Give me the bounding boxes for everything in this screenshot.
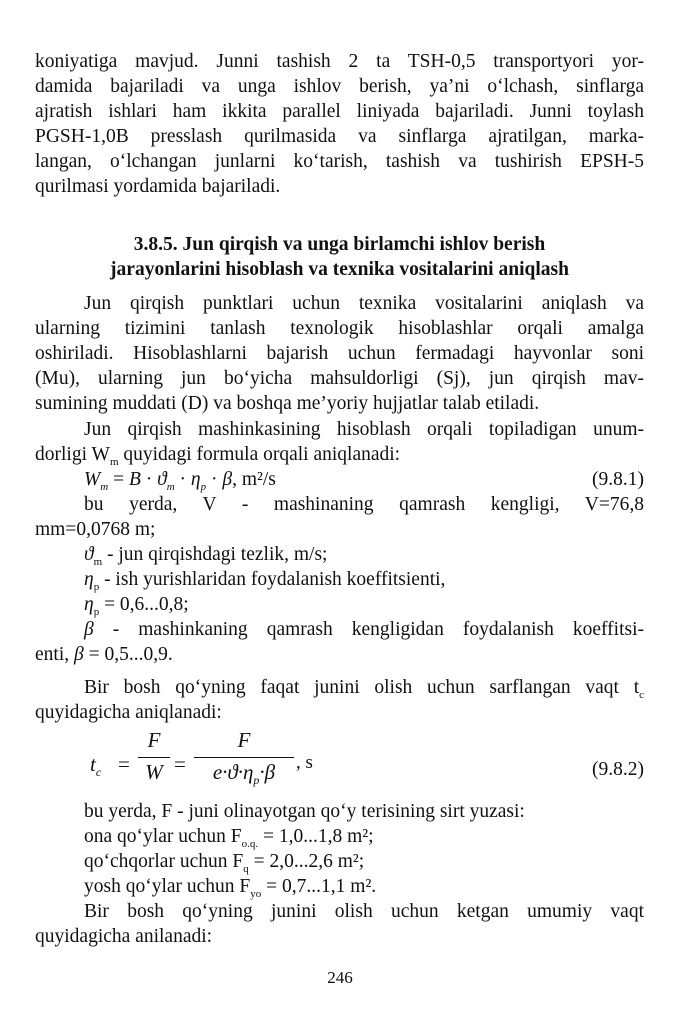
formula2-den-1: W [145, 760, 163, 784]
def-v-cont: mm=0,0768 m; [35, 519, 156, 540]
section-title-line-2: jarayonlarini hisoblash va texnika vositalarini aniqlash [110, 259, 569, 280]
formula2-equals-1: = [118, 752, 130, 776]
intro-line-3: ajratish ishlari ham ikkita parallel liniyada bajariladi. Junni toylash [35, 101, 644, 122]
equation-number-9-8-1: (9.8.1) [592, 469, 644, 490]
formula2-bar-1 [138, 757, 170, 758]
after-line-1: bu yerda, F - juni olinayotgan qo‘y terisining sirt yuzasi: [84, 801, 525, 822]
def-theta: $ϑ_m$ - jun qirqishdagi tezlik, m/s; [84, 544, 328, 568]
formula2-num-2: F [237, 728, 251, 752]
after-yosh: yosh qo‘ylar uchun $F_{yo} = 0,7...1,1$ m². [84, 876, 377, 900]
intro-line-6: qurilmasi yordamida bajariladi. [35, 176, 281, 197]
page-number: 246 [327, 968, 353, 987]
def-eta-range: $\eta_p = 0,6...0,8$; [84, 594, 189, 618]
after-qochqor: qo‘chqorlar uchun $F_q = 2,0...2,6$ m²; [84, 851, 365, 875]
intro-line-4: PGSH-1,0B presslash qurilmasida va sinflarga ajratilgan, marka- [35, 126, 644, 147]
intro-line-1: koniyatiga mavjud. Junni tashish 2 ta TSH-0,5 transportyori yor- [35, 51, 644, 72]
section-title-line-1: 3.8.5. Jun qirqish va unga birlamchi ishlov berish [133, 234, 546, 255]
after-ona: ona qo‘ylar uchun $F_{o.q.} = 1,0...1,8$ m²; [84, 826, 374, 850]
para3-line-1: Bir bosh qo‘yning faqat junini olish uchun sarflangan vaqt $t_c$ [84, 677, 644, 701]
equation-number-9-8-2: (9.8.2) [592, 759, 644, 780]
para3-line-2: quyidagicha aniqlanadi: [35, 702, 222, 723]
para1-line-3: oshiriladi. Hisoblashlarni bajarish uchun fermadagi hayvonlar soni [35, 343, 644, 364]
formula2-den-2: $e\cdot ϑ\cdot\eta_p\cdot\beta$ [212, 760, 276, 788]
def-beta-cont: enti, β = 0,5...0,9. [35, 644, 173, 665]
after-last-1: Bir bosh qo‘yning junini olish uchun ketgan umumiy vaqt [84, 901, 644, 922]
para2-line-1: Jun qirqish mashinkasining hisoblash orqali topiladigan unum- [84, 419, 644, 440]
formula2-num-1: F [147, 728, 161, 752]
intro-line-2: damida bajariladi va unga ishlov berish, ya’ni o‘lchash, sinflarga [35, 76, 644, 97]
formula2-t: $t_c$ [90, 752, 102, 780]
formula-9-8-1: $W_m = B \cdot ϑ_m \cdot \eta_p \cdot \beta$, m²/s [84, 469, 276, 493]
para1-line-2: ularning tizimini tanlash texnologik hisoblashlar orqali amalga [35, 318, 644, 339]
def-v: bu yerda, V - mashinaning qamrash kengligi, V=76,8 [84, 494, 644, 515]
para2-line-2: dorligi $W_m$ quyidagi formula orqali aniqlanadi: [35, 444, 401, 468]
formula2-equals-2: = [174, 752, 186, 776]
def-beta: β - mashinkaning qamrash kengligidan foydalanish koeffitsi- [84, 619, 644, 640]
formula2-units: , s [296, 752, 313, 773]
para1-line-5: sumining muddati (D) va boshqa me’yoriy hujjatlar talab etiladi. [35, 393, 540, 414]
intro-line-5: langan, o‘lchangan junlarni ko‘tarish, tashish va tushirish EPSH-5 [35, 151, 644, 172]
def-eta: $\eta_p$ - ish yurishlaridan foydalanish koeffitsienti, [84, 569, 446, 593]
para1-line-4: (Mu), ularning jun bo‘yicha mahsuldorligi (Sj), jun qirqish mav- [35, 368, 644, 389]
formula2-bar-2 [194, 757, 294, 758]
para1-line-1: Jun qirqish punktlari uchun texnika vositalarini aniqlash va [84, 293, 644, 314]
after-last-2: quyidagicha anilanadi: [35, 926, 213, 947]
